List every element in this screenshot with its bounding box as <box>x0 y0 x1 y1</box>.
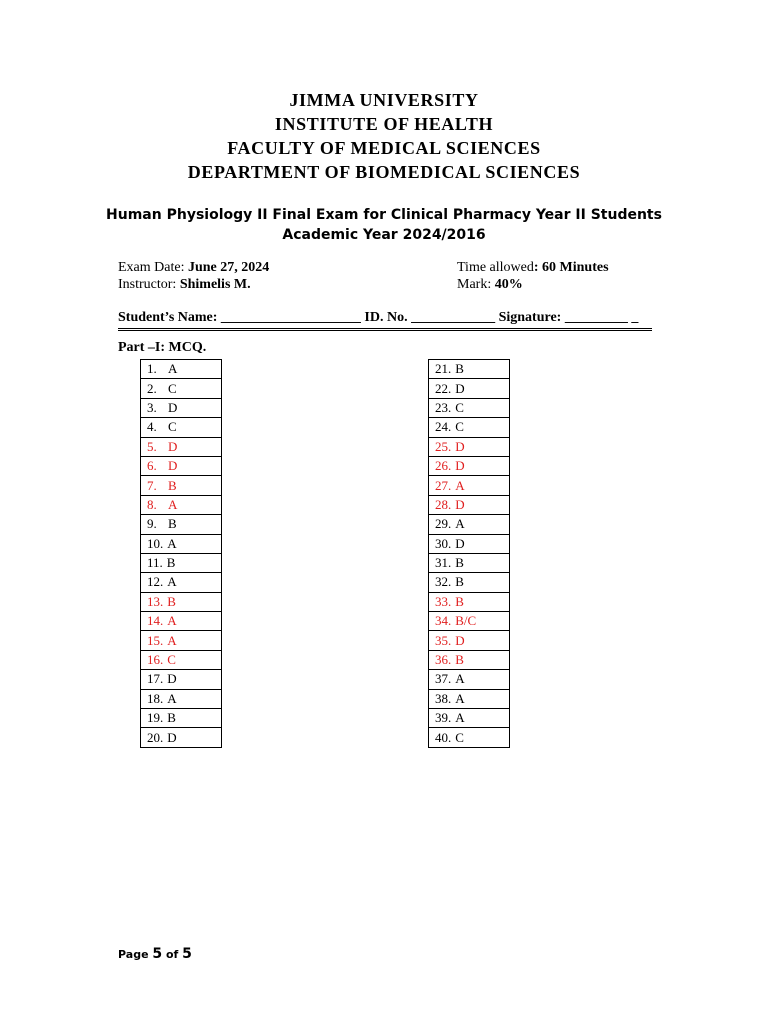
question-number: 14. <box>147 613 164 629</box>
question-number: 21. <box>435 361 452 377</box>
question-number: 29. <box>435 516 452 532</box>
answer-row <box>141 709 222 728</box>
answer-cell <box>429 360 510 379</box>
question-number: 38. <box>435 690 452 706</box>
answer-cell <box>141 689 222 708</box>
answer-row <box>141 534 222 553</box>
answer-cell <box>141 495 222 514</box>
answer-cell <box>141 573 222 592</box>
answer-row <box>141 398 222 417</box>
answer-letter: B <box>168 477 177 493</box>
question-number: 35. <box>435 632 452 648</box>
answer-cell <box>429 437 510 456</box>
answer-row <box>141 360 222 379</box>
question-number: 23. <box>435 399 452 415</box>
part-title: Part –I: MCQ. <box>118 340 207 355</box>
mark: Mark: 40% <box>457 277 523 292</box>
answer-letter: B <box>167 710 176 726</box>
answer-cell <box>141 670 222 689</box>
answer-row <box>141 418 222 437</box>
question-number: 22. <box>435 380 452 396</box>
question-number: 12. <box>147 574 164 590</box>
question-number: 26. <box>435 458 452 474</box>
answer-letter: B <box>168 516 177 532</box>
answer-letter: A <box>455 690 465 706</box>
exam-title <box>0 205 768 245</box>
answer-letter: D <box>455 496 465 512</box>
answer-cell <box>429 631 510 650</box>
question-number: 9. <box>147 516 157 532</box>
answer-row <box>429 592 510 611</box>
answer-row <box>141 728 222 747</box>
answer-cell <box>141 476 222 495</box>
answer-row <box>429 650 510 669</box>
answer-letter: A <box>455 477 465 493</box>
answer-row <box>141 573 222 592</box>
question-number: 24. <box>435 419 452 435</box>
question-number: 28. <box>435 496 452 512</box>
answer-row <box>429 398 510 417</box>
exam-title-line1: Human Physiology II Final Exam for Clinical Pharmacy Year II Students <box>106 207 662 223</box>
answer-cell <box>141 728 222 747</box>
question-number: 40. <box>435 729 452 745</box>
question-number: 3. <box>147 399 157 415</box>
question-number: 20. <box>147 729 164 745</box>
question-number: 17. <box>147 671 164 687</box>
answer-cell <box>141 456 222 475</box>
answer-cell <box>429 456 510 475</box>
answer-cell <box>429 573 510 592</box>
answer-letter: A <box>168 496 178 512</box>
answer-row <box>429 476 510 495</box>
answer-letter: D <box>455 632 465 648</box>
answer-letter: A <box>167 632 177 648</box>
question-number: 31. <box>435 555 452 571</box>
university-name: JIMMA UNIVERSITY <box>289 90 479 110</box>
answer-cell <box>141 360 222 379</box>
answer-row <box>429 612 510 631</box>
instructor: Instructor: Shimelis M. <box>118 277 251 292</box>
answer-letter: C <box>167 652 176 668</box>
answer-cell <box>141 534 222 553</box>
exam-info-left <box>118 259 269 293</box>
answer-letter: D <box>455 438 465 454</box>
answer-cell <box>429 553 510 572</box>
question-number: 8. <box>147 496 157 512</box>
answer-row <box>429 689 510 708</box>
question-number: 27. <box>435 477 452 493</box>
question-number: 11. <box>147 555 163 571</box>
answer-cell <box>429 495 510 514</box>
faculty-name: FACULTY OF MEDICAL SCIENCES <box>227 138 541 158</box>
answer-cell <box>141 379 222 398</box>
question-number: 15. <box>147 632 164 648</box>
answer-letter: D <box>167 671 177 687</box>
answer-row <box>141 689 222 708</box>
answer-letter: D <box>168 438 178 454</box>
answer-row <box>429 573 510 592</box>
student-details-line: Student’s Name: ____________________ ID. No. ____________ Signature: _________ _ <box>118 309 652 331</box>
answer-letter: D <box>168 399 178 415</box>
answer-cell <box>429 418 510 437</box>
answer-cell <box>429 592 510 611</box>
answer-letter: B <box>167 593 176 609</box>
answer-row <box>429 418 510 437</box>
question-number: 25. <box>435 438 452 454</box>
answer-cell <box>141 612 222 631</box>
answer-row <box>141 631 222 650</box>
answer-letter: A <box>168 361 178 377</box>
answer-letter: B <box>455 555 464 571</box>
answer-cell <box>429 709 510 728</box>
answer-letter: A <box>455 710 465 726</box>
answer-row <box>429 437 510 456</box>
answer-letter: A <box>455 516 465 532</box>
answer-cell <box>429 379 510 398</box>
exam-title-line2: Academic Year 2024/2016 <box>282 227 486 243</box>
answer-row <box>141 456 222 475</box>
answer-letter: B <box>455 574 464 590</box>
page-footer: Page 5 of 5 <box>118 946 192 962</box>
answer-row <box>429 534 510 553</box>
time-allowed: Time allowed: 60 Minutes <box>457 260 609 275</box>
answer-cell <box>141 650 222 669</box>
question-number: 39. <box>435 710 452 726</box>
answer-letter: B <box>455 652 464 668</box>
department-name: DEPARTMENT OF BIOMEDICAL SCIENCES <box>187 162 581 182</box>
answer-table-left <box>140 359 222 748</box>
answer-letter: B <box>455 593 464 609</box>
answer-cell <box>141 631 222 650</box>
answer-letter: C <box>455 399 464 415</box>
answer-row <box>429 515 510 534</box>
answer-letter: A <box>167 574 177 590</box>
question-number: 5. <box>147 438 157 454</box>
question-number: 34. <box>435 613 452 629</box>
answer-letter: B <box>166 555 176 571</box>
answer-row <box>141 495 222 514</box>
question-number: 7. <box>147 477 157 493</box>
answer-row <box>429 728 510 747</box>
question-number: 19. <box>147 710 164 726</box>
answer-row <box>429 495 510 514</box>
answer-letter: C <box>168 380 177 396</box>
answer-cell <box>141 592 222 611</box>
answer-row <box>429 670 510 689</box>
question-number: 16. <box>147 652 164 668</box>
answer-letter: D <box>455 458 465 474</box>
answer-cell <box>141 515 222 534</box>
answer-letter: D <box>455 535 465 551</box>
question-number: 6. <box>147 458 157 474</box>
institution-header <box>0 88 768 184</box>
question-number: 2. <box>147 380 157 396</box>
answer-letter: C <box>455 419 464 435</box>
answer-letter: B <box>455 361 464 377</box>
answer-row <box>141 379 222 398</box>
answer-cell <box>429 534 510 553</box>
answer-letter: B/C <box>455 613 477 629</box>
answer-cell <box>141 418 222 437</box>
answer-cell <box>429 476 510 495</box>
question-number: 30. <box>435 535 452 551</box>
question-number: 32. <box>435 574 452 590</box>
answer-cell <box>429 689 510 708</box>
question-number: 18. <box>147 690 164 706</box>
answer-letter: A <box>167 535 177 551</box>
answer-letter: A <box>167 613 177 629</box>
answer-letter: D <box>168 458 178 474</box>
answer-letter: A <box>167 690 177 706</box>
answer-row <box>429 553 510 572</box>
answer-cell <box>141 553 222 572</box>
answer-row <box>429 631 510 650</box>
answer-cell <box>141 437 222 456</box>
exam-info-right <box>457 259 609 293</box>
answer-letter: C <box>455 729 464 745</box>
answer-cell <box>141 398 222 417</box>
answer-table-right <box>428 359 510 748</box>
answer-cell <box>429 670 510 689</box>
answer-cell <box>429 398 510 417</box>
answer-row <box>429 360 510 379</box>
answer-cell <box>141 709 222 728</box>
question-number: 13. <box>147 593 164 609</box>
question-number: 1. <box>147 361 157 377</box>
answer-row <box>141 515 222 534</box>
answer-letter: C <box>168 419 177 435</box>
question-number: 36. <box>435 652 452 668</box>
answer-row <box>141 650 222 669</box>
answer-row <box>141 592 222 611</box>
answer-row <box>141 670 222 689</box>
exam-date: Exam Date: June 27, 2024 <box>118 260 270 275</box>
answer-cell <box>429 612 510 631</box>
answer-row <box>141 437 222 456</box>
answer-cell <box>429 728 510 747</box>
question-number: 4. <box>147 419 157 435</box>
question-number: 33. <box>435 593 452 609</box>
answer-cell <box>429 515 510 534</box>
answer-row <box>141 553 222 572</box>
question-number: 10. <box>147 535 164 551</box>
answer-letter: D <box>455 380 465 396</box>
answer-letter: D <box>167 729 177 745</box>
institute-name: INSTITUTE OF HEALTH <box>274 114 494 134</box>
answer-row <box>429 379 510 398</box>
question-number: 37. <box>435 671 452 687</box>
answer-cell <box>429 650 510 669</box>
answer-row <box>141 612 222 631</box>
answer-row <box>141 476 222 495</box>
answer-letter: A <box>455 671 465 687</box>
answer-row <box>429 709 510 728</box>
answer-row <box>429 456 510 475</box>
